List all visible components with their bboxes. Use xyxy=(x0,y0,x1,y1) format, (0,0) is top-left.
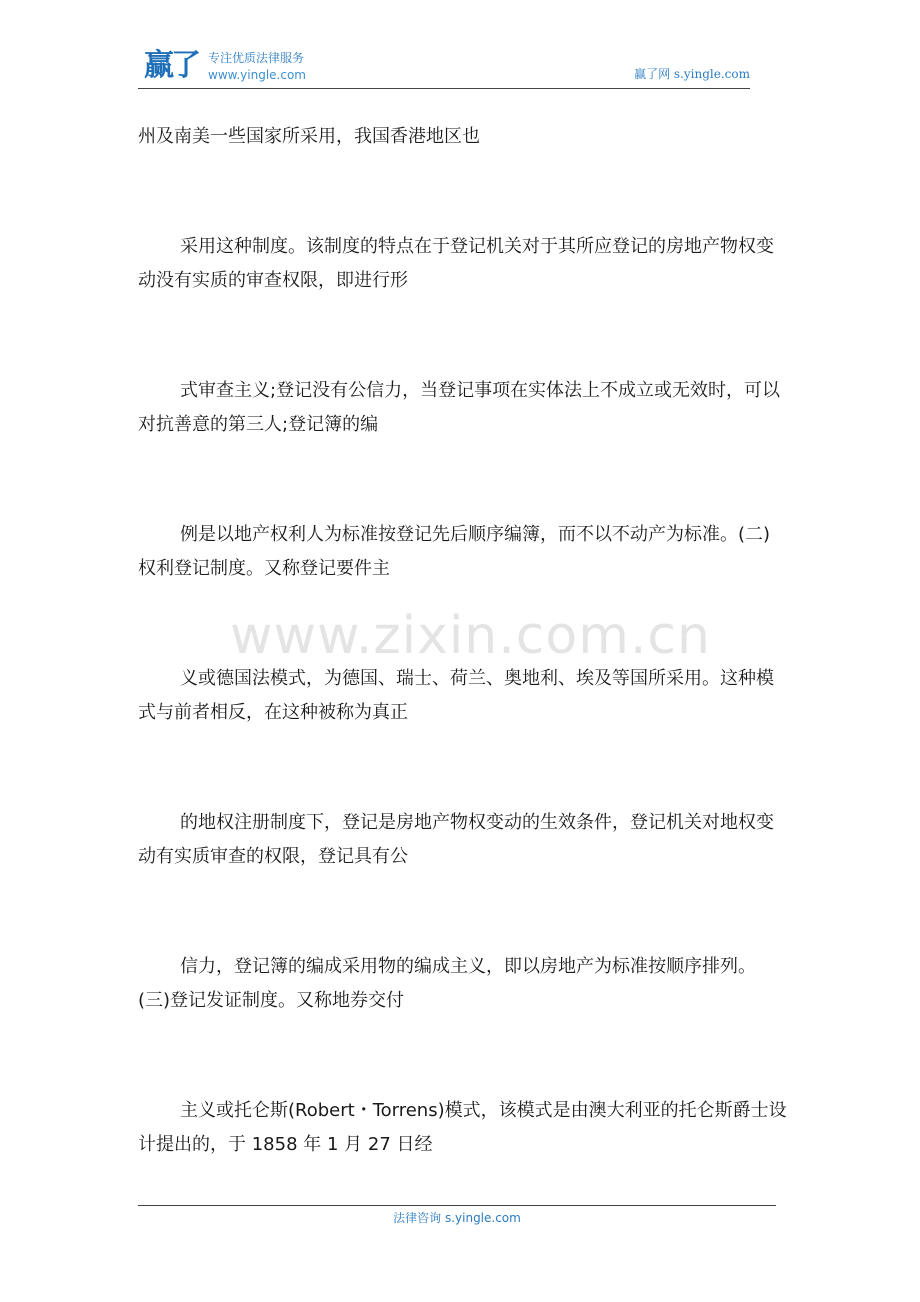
paragraph xyxy=(138,806,788,874)
paragraph: 州及南美一些国家所采用，我国香港地区也 xyxy=(138,126,480,147)
footer-divider xyxy=(138,1205,776,1206)
paragraph-text: 的地权注册制度下，登记是房地产物权变动的生效条件，登记机关对地权变动有实质审查的权限，登记具有公 xyxy=(138,812,774,867)
paragraph xyxy=(138,230,788,298)
paragraph xyxy=(138,662,788,730)
paragraph-text: 式审查主义;登记没有公信力，当登记事项在实体法上不成立或无效时，可以对抗善意的第三人;登记簿的编 xyxy=(138,380,781,435)
paragraph-text: 信力，登记簿的编成采用物的编成主义，即以房地产为标准按顺序排列。(三)登记发证制度。又称地券交付 xyxy=(138,956,756,1011)
footer-link[interactable]: 法律咨询 s.yingle.com xyxy=(393,1211,521,1225)
paragraph-text: 主义或托仑斯(Robert・Torrens)模式，该模式是由澳大利亚的托仑斯爵士设计提出的，于 1858 年 1 月 27 日经 xyxy=(138,1100,787,1155)
paragraph xyxy=(138,950,788,1018)
yingle-logo: 赢了 xyxy=(144,48,198,83)
paragraph-text: 采用这种制度。该制度的特点在于登记机关对于其所应登记的房地产物权变动没有实质的审查权限，即进行形 xyxy=(138,236,774,291)
paragraph xyxy=(138,1094,788,1162)
paragraph-text: 义或德国法模式，为德国、瑞士、荷兰、奥地利、埃及等国所采用。这种模式与前者相反，在这种被称为真正 xyxy=(138,668,774,723)
logo-tagline: 专注优质法律服务 xyxy=(208,51,305,65)
paragraph xyxy=(138,374,788,442)
page-header xyxy=(138,48,750,89)
header-site-link[interactable]: 赢了网 s.yingle.com xyxy=(634,67,750,81)
watermark: www.zixin.com.cn xyxy=(230,606,711,666)
paragraph-text: 例是以地产权利人为标准按登记先后顺序编簿，而不以不动产为标准。(二)权利登记制度。又称登记要件主 xyxy=(138,524,771,579)
document-body xyxy=(138,120,788,1238)
logo-url: www.yingle.com xyxy=(208,68,306,82)
paragraph xyxy=(138,518,788,586)
